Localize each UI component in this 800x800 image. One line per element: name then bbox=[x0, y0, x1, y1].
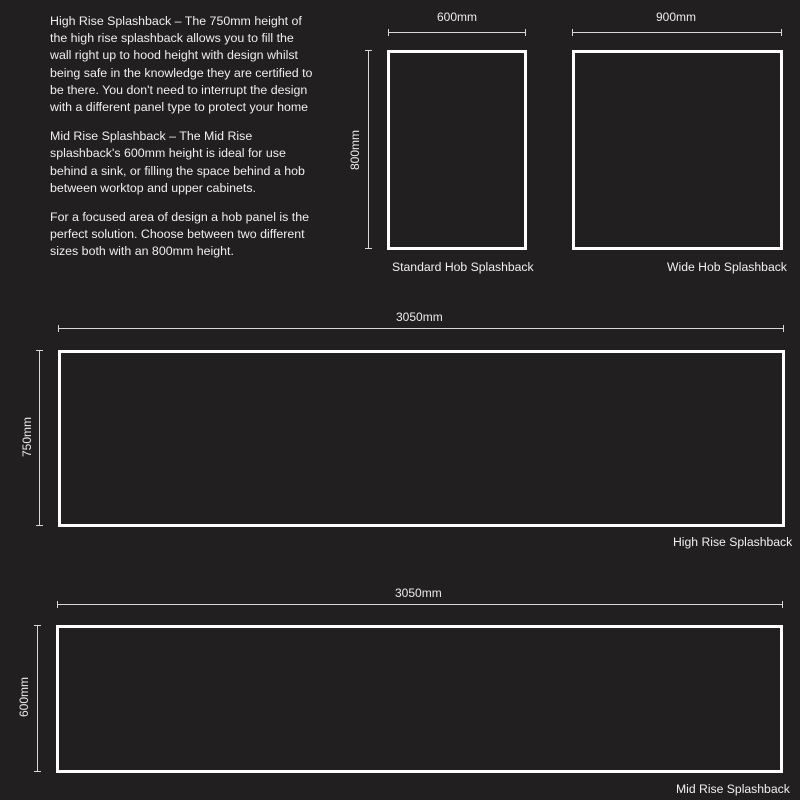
high-rise-width-label: 3050mm bbox=[396, 310, 443, 324]
mid-rise-description: Mid Rise Splashback – The Mid Rise splashback's 600mm height is ideal for use behind a sink, or filling the space behind a hob between worktop and upper cabinets. bbox=[50, 129, 305, 195]
standard-hob-splashback-panel bbox=[387, 50, 527, 250]
high-rise-description: High Rise Splashback – The 750mm height of the high rise splashback allows you to fill the wall right up to hood height with design whilst being safe in the knowledge they are certified to be there. You don't need to interrupt the design with a different panel type to protect your home bbox=[50, 14, 313, 115]
high-rise-splashback-panel bbox=[58, 350, 785, 527]
mid-rise-height-dimension bbox=[37, 625, 38, 772]
mid-rise-splashback-panel bbox=[56, 625, 783, 773]
wide-hob-splashback-panel bbox=[572, 50, 783, 250]
high-rise-width-dimension bbox=[58, 328, 784, 329]
mid-rise-height-label: 600mm bbox=[17, 676, 32, 718]
standard-hob-caption: Standard Hob Splashback bbox=[392, 260, 534, 274]
standard-hob-width-label: 600mm bbox=[437, 10, 478, 24]
description-text bbox=[50, 13, 315, 273]
high-rise-height-label: 750mm bbox=[20, 416, 35, 458]
mid-rise-width-dimension bbox=[57, 604, 783, 605]
wide-hob-caption: Wide Hob Splashback bbox=[667, 260, 787, 274]
mid-rise-width-label: 3050mm bbox=[395, 586, 442, 600]
wide-hob-width-dimension bbox=[572, 32, 782, 33]
standard-hob-width-dimension bbox=[388, 32, 526, 33]
high-rise-caption: High Rise Splashback bbox=[673, 535, 793, 549]
standard-hob-height-label: 800mm bbox=[348, 129, 363, 171]
high-rise-height-dimension bbox=[39, 350, 40, 526]
standard-hob-height-dimension bbox=[368, 50, 369, 249]
mid-rise-caption: Mid Rise Splashback bbox=[676, 782, 790, 796]
wide-hob-width-label: 900mm bbox=[656, 10, 697, 24]
hob-panel-description: For a focused area of design a hob panel is the perfect solution. Choose between two different sizes both with an 800mm height. bbox=[50, 210, 309, 259]
